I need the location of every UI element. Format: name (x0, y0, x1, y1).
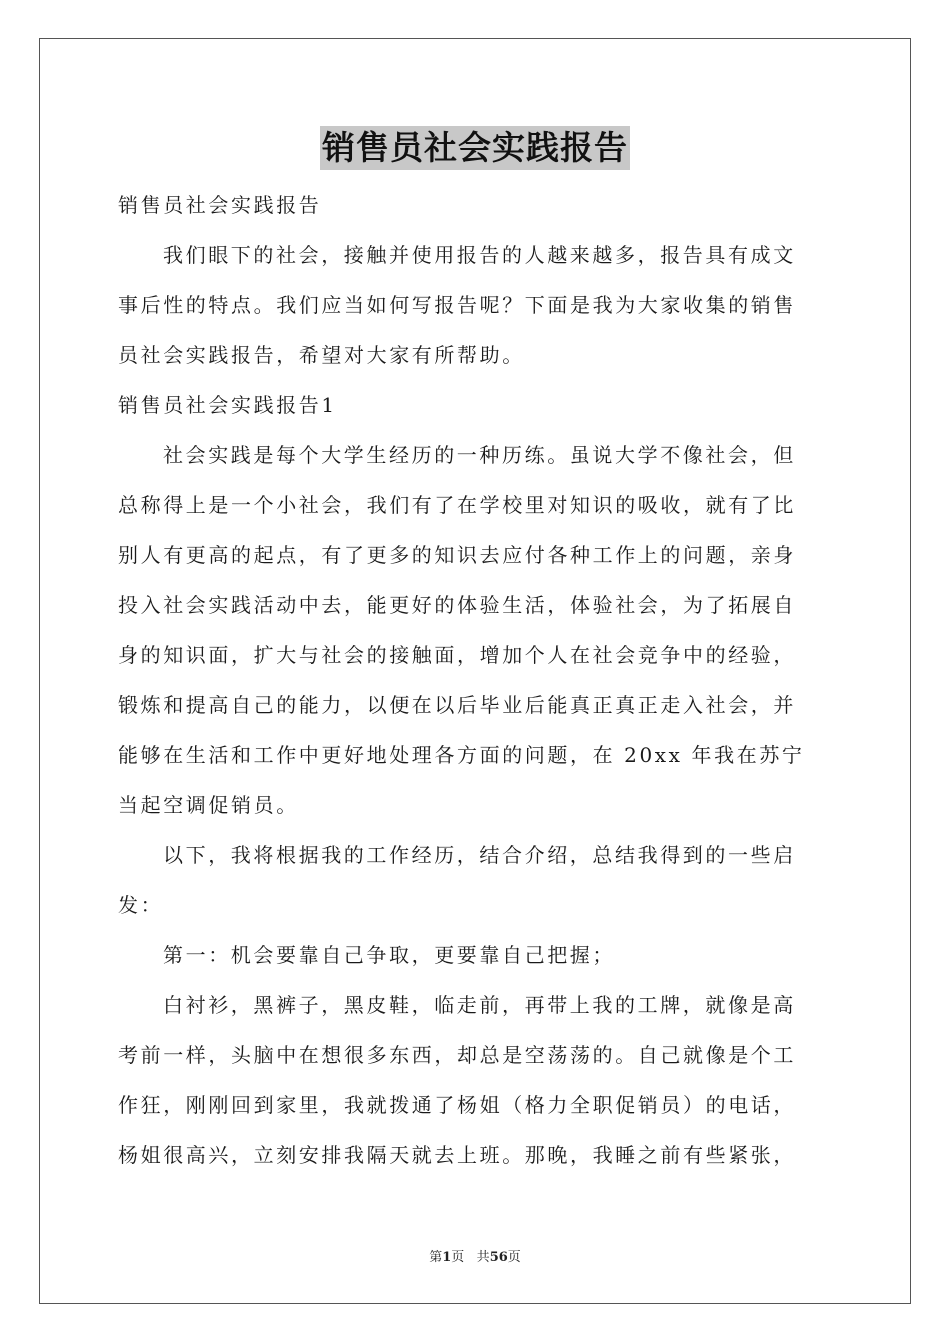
text-line: 作狂，刚刚回到家里，我就拨通了杨姐（格力全职促销员）的电话， (118, 1093, 796, 1117)
text-line: 第一：机会要靠自己争取，更要靠自己把握； (163, 943, 615, 967)
page-footer (0, 1246, 950, 1265)
text-line: 以下，我将根据我的工作经历，结合介绍，总结我得到的一些启 (163, 843, 796, 867)
document-title: 销售员社会实践报告 (320, 126, 630, 170)
title-container (0, 126, 950, 170)
text-line: 身的知识面，扩大与社会的接触面，增加个人在社会竞争中的经验， (118, 643, 796, 667)
page-number-unit: 页 (451, 1250, 465, 1265)
text-line: 能够在生活和工作中更好地处理各方面的问题，在 20xx 年我在苏宁 (118, 743, 805, 767)
text-line: 投入社会实践活动中去，能更好的体验生活，体验社会，为了拓展自 (118, 593, 796, 617)
text-line: 当起空调促销员。 (118, 793, 299, 817)
text-line: 员社会实践报告，希望对大家有所帮助。 (118, 343, 525, 367)
text-line: 考前一样，头脑中在想很多东西，却总是空荡荡的。自己就像是个工 (118, 1043, 796, 1067)
page-total-unit: 页 (507, 1250, 521, 1265)
text-line: 别人有更高的起点，有了更多的知识去应付各种工作上的问题，亲身 (118, 543, 796, 567)
text-line: 白衬衫，黑裤子，黑皮鞋，临走前，再带上我的工牌，就像是高 (163, 993, 796, 1017)
text-line: 社会实践是每个大学生经历的一种历练。虽说大学不像社会，但 (163, 443, 796, 467)
text-line: 我们眼下的社会，接触并使用报告的人越来越多，报告具有成文 (163, 243, 796, 267)
text-line: 杨姐很高兴，立刻安排我隔天就去上班。那晚，我睡之前有些紧张， (118, 1143, 796, 1167)
text-line: 事后性的特点。我们应当如何写报告呢？下面是我为大家收集的销售 (118, 293, 796, 317)
text-line: 总称得上是一个小社会，我们有了在学校里对知识的吸收，就有了比 (118, 493, 796, 517)
text-line: 销售员社会实践报告1 (118, 393, 337, 417)
text-line: 销售员社会实践报告 (118, 193, 322, 217)
page-number-current: 1 (442, 1250, 452, 1265)
page-total-count: 56 (489, 1250, 508, 1265)
text-line: 发： (118, 893, 164, 917)
text-line: 锻炼和提高自己的能力，以便在以后毕业后能真正真正走入社会，并 (118, 693, 796, 717)
page-number-prefix: 第 (429, 1250, 443, 1265)
document-body (118, 180, 834, 1180)
page-total-prefix: 共 (476, 1250, 490, 1265)
